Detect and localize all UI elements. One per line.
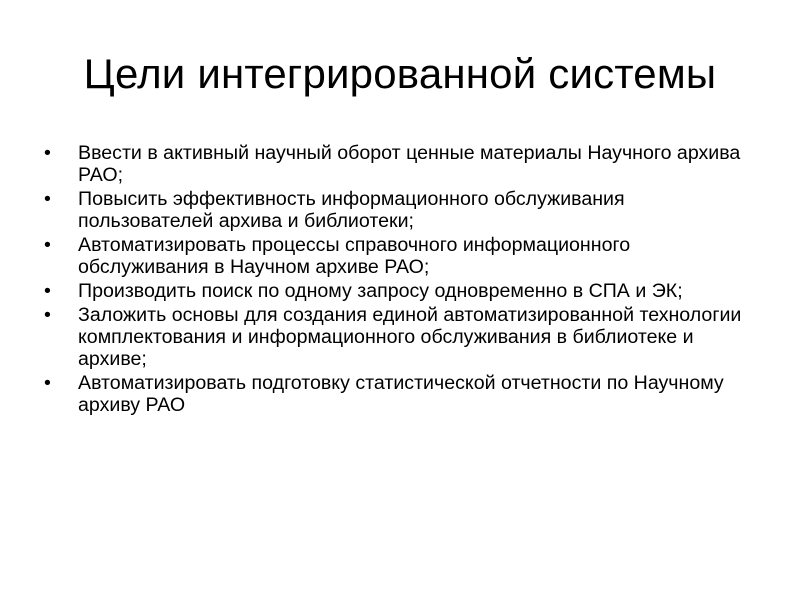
bullet-text: Заложить основы для создания единой автоматизированной технологии комплектования и информационного обслуживания в библиотеке и архиве;	[78, 304, 742, 370]
bullet-item	[44, 234, 764, 278]
bullet-item	[44, 188, 764, 232]
bullet-point-icon: •	[44, 280, 51, 302]
bullet-text: Ввести в активный научный оборот ценные материалы Научного архива РАО;	[78, 142, 741, 186]
bullet-text: Автоматизировать процессы справочного информационного обслуживания в Научном архиве РАО;	[78, 234, 631, 278]
bullet-text: Повысить эффективность информационного обслуживания пользователей архива и библиотеки;	[78, 188, 625, 232]
bullet-point-icon: •	[44, 304, 51, 326]
bullet-item	[44, 372, 764, 416]
slide-title: Цели интегрированной системы	[83, 50, 717, 97]
bullet-item	[44, 304, 764, 370]
bullet-point-icon: •	[44, 188, 51, 210]
bullet-text: Автоматизировать подготовку статистической отчетности по Научному архиву РАО	[78, 372, 724, 416]
bullet-point-icon: •	[44, 142, 51, 164]
bullet-list	[44, 142, 764, 418]
bullet-point-icon: •	[44, 234, 51, 256]
bullet-item	[44, 280, 764, 302]
bullet-item	[44, 142, 764, 186]
bullet-point-icon: •	[44, 372, 51, 394]
bullet-text: Производить поиск по одному запросу одновременно в СПА и ЭК;	[78, 280, 683, 302]
